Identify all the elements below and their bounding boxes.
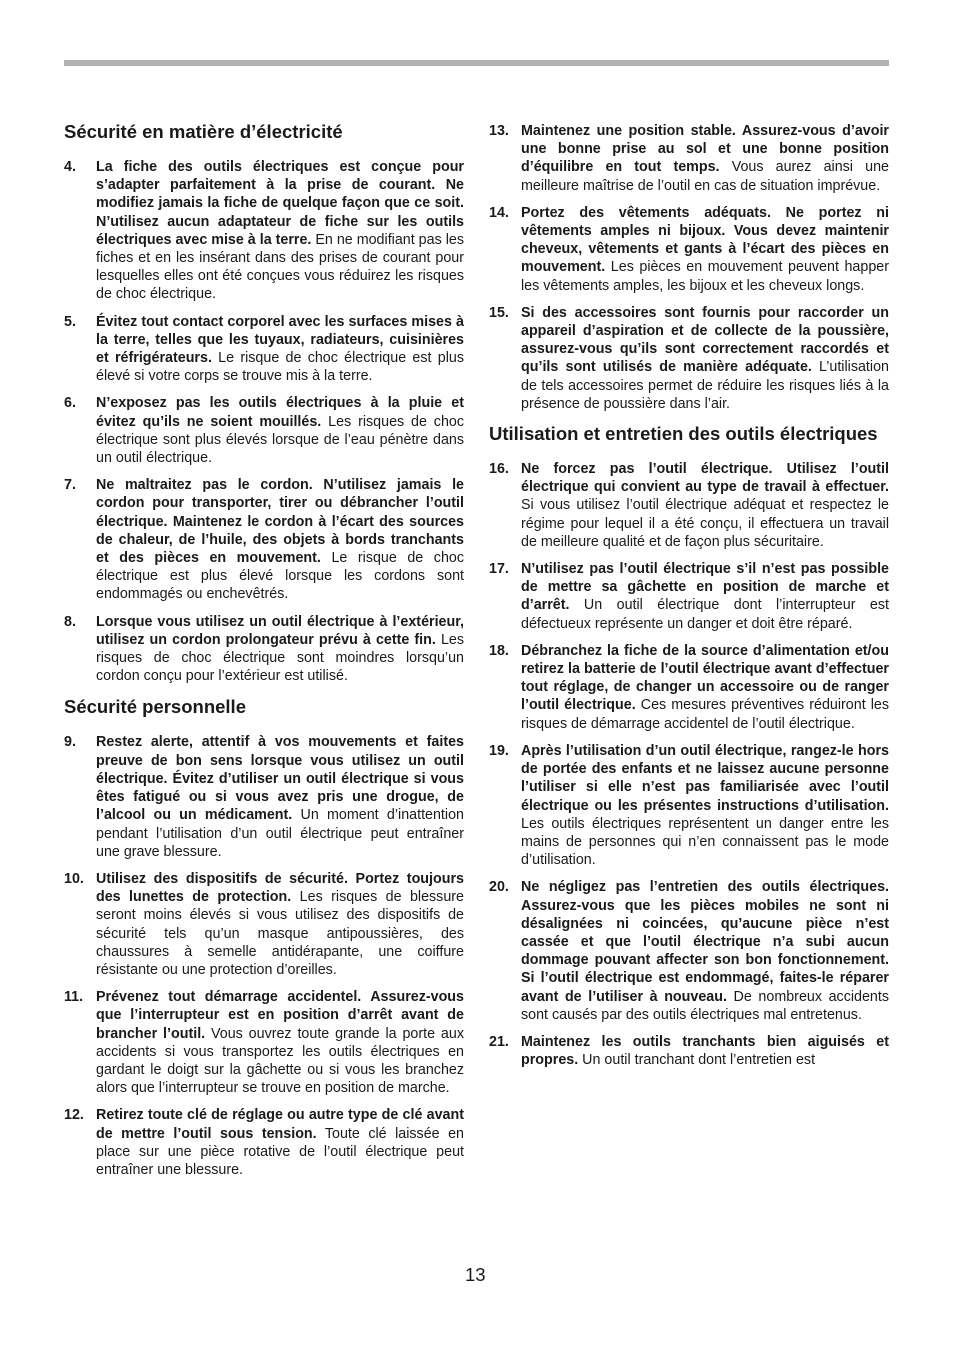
item-number: 14. (489, 204, 509, 221)
item-bold-text: Débranchez la fiche de la source d’alimentation et/ou retirez la batterie de l’outil électrique avant d’effectuer tout réglage, de changer un accessoire ou de ranger l’outil électrique. (521, 642, 889, 714)
list-tool-use-care (489, 460, 889, 1069)
item-text (96, 733, 464, 860)
item-number: 20. (489, 879, 509, 896)
list-item (489, 204, 889, 295)
list-item (64, 988, 464, 1097)
item-normal-text: L’utilisation de tels accessoires permet de réduire les risques liés à la présence de poussière dans l’air. (521, 359, 889, 412)
item-bold-text: N’exposez pas les outils électriques à la pluie et évitez qu’ils ne soient mouillés. (96, 395, 464, 430)
item-text (521, 642, 889, 733)
item-normal-text: Les risques de choc électrique sont moindres lorsqu’un cordon conçu pour l’extérieur est utilisé. (96, 631, 464, 685)
item-normal-text: Si vous utilisez l’outil électrique adéquat et respectez le régime pour lequel il a été conçu, il effectuera un travail de meilleure qualité et de façon plus sécuritaire. (521, 497, 889, 550)
section-title-electrical-safety: Sécurité en matière d’électricité (64, 121, 343, 142)
item-normal-text: Le risque de choc électrique est plus élevé si votre corps se trouve mis à la terre. (96, 350, 464, 385)
list-item (489, 742, 889, 869)
item-normal-text: De nombreux accidents sont causés par des outils électriques mal entretenus. (521, 988, 889, 1023)
list-item (64, 733, 464, 860)
item-bold-text: Ne forcez pas l’outil électrique. Utilisez l’outil électrique qui convient au type de travail à effectuer. (521, 461, 889, 496)
item-text (521, 460, 889, 551)
item-bold-text: Portez des vêtements adéquats. Ne portez ni vêtements amples ni bijoux. Vous devez maintenir cheveux, vêtements et gants à l’écart des pièces en mouvement. (521, 204, 889, 276)
item-text (521, 878, 889, 1024)
item-normal-text: Un outil tranchant dont l’entretien est (578, 1052, 816, 1069)
list-item (64, 1106, 464, 1179)
list-item (64, 158, 464, 304)
item-bold-text: Utilisez des dispositifs de sécurité. Portez toujours des lunettes de protection. (96, 870, 464, 906)
list-item (489, 878, 889, 1024)
list-item (64, 613, 464, 686)
item-number: 11. (64, 989, 84, 1006)
list-item (489, 642, 889, 733)
item-text (96, 313, 464, 386)
item-normal-text: Les risques de blessure seront moins élevés si vous utilisez des dispositifs de sécurité tels qu’un masque antipoussières, des chaussures à semelle antidérapante, une coiffure résistante ou une protection d’oreilles. (96, 889, 464, 978)
item-normal-text: Les outils électriques représentent un danger entre les mains de personnes qui n’en connaissent pas le mode d’utilisation. (521, 815, 889, 869)
item-text (521, 122, 889, 195)
item-text (521, 560, 889, 633)
item-number: 10. (64, 870, 84, 887)
item-bold-text: Ne négligez pas l’entretien des outils électriques. Assurez-vous que les pièces mobiles ne sont ni désalignées ni coincées, qu’aucune pièce n’est cassée et que l’outil électrique n’a subi aucun dommage pouvant affecter son bon fonctionnement. Si l’outil électrique est endommagé, faites-le réparer avant de l’utiliser à nouveau. (521, 879, 889, 1005)
page-number: 13 (465, 1264, 486, 1285)
section-title-personal-safety: Sécurité personnelle (64, 696, 246, 718)
item-normal-text: Un outil électrique dont l’interrupteur est défectueux représente un danger et doit être réparé. (521, 597, 889, 632)
item-bold-text: Prévenez tout démarrage accidentel. Assurez-vous que l’interrupteur est en position d’arrêt avant de brancher l’outil. (96, 989, 464, 1042)
list-item (489, 304, 889, 413)
right-column (489, 122, 889, 1078)
left-column (64, 120, 464, 1188)
item-bold-text: Si des accessoires sont fournis pour raccorder un appareil d’aspiration et de collecte de la poussière, assurez-vous qu’ils sont correctement raccordés et qu’ils sont utilisés de manière adéquate. (521, 304, 889, 376)
item-number: 19. (489, 742, 509, 759)
item-number: 9. (64, 734, 76, 751)
item-normal-text: Vous ouvrez toute grande la porte aux accidents si vous transportez les outils électriques en gardant le doigt sur la gâchette ou si vous les branchez alors que l’interrupteur se trouve en position de marche. (96, 1025, 464, 1097)
list-personal-safety (64, 733, 464, 1179)
item-text (521, 1033, 889, 1069)
item-text (96, 613, 464, 686)
item-bold-text: Maintenez les outils tranchants bien aiguisés et propres. (521, 1033, 889, 1069)
list-electrical-safety (64, 158, 464, 685)
item-number: 16. (489, 461, 509, 478)
item-text (521, 204, 889, 295)
item-normal-text: En ne modifiant pas les fiches et en les insérant dans des prises de courant pour lesquelles elles ont été conçues vous réduirez les risques de choc électrique. (96, 231, 464, 303)
list-personal-safety-cont (489, 122, 889, 413)
item-number: 17. (489, 561, 509, 578)
item-text (521, 742, 889, 869)
list-item (489, 1033, 889, 1069)
item-text (96, 394, 464, 467)
item-number: 18. (489, 642, 509, 659)
list-item (64, 313, 464, 386)
list-item (489, 460, 889, 551)
item-number: 15. (489, 304, 509, 321)
item-number: 6. (64, 395, 76, 412)
item-text (96, 988, 464, 1097)
list-item (64, 476, 464, 603)
item-normal-text: Les pièces en mouvement peuvent happer les vêtements amples, les bijoux et les cheveux longs. (521, 259, 889, 294)
top-rule (64, 60, 889, 66)
item-text (96, 870, 464, 979)
list-item (64, 870, 464, 979)
item-normal-text: Un moment d’inattention pendant l’utilisation d’un outil électrique peut entraîner une grave blessure. (96, 807, 464, 860)
item-number: 13. (489, 123, 509, 139)
section-title-tool-use-care: Utilisation et entretien des outils électriques (489, 423, 878, 445)
item-bold-text: La fiche des outils électriques est conçue pour s’adapter parfaitement à la prise de courant. Ne modifiez jamais la fiche de quelque façon que ce soit. N’utilisez aucun adaptateur de fiche sur les outils électriques avec mise à la terre. (96, 159, 464, 248)
item-number: 12. (64, 1107, 84, 1124)
item-normal-text: Ces mesures préventives réduiront les risques de démarrage accidentel de l’outil électrique. (521, 697, 889, 732)
item-text (96, 476, 464, 603)
item-bold-text: N’utilisez pas l’outil électrique s’il n’est pas possible de mettre sa gâchette en position de marche et d’arrêt. (521, 561, 889, 614)
item-text (521, 304, 889, 413)
item-text (96, 158, 464, 304)
item-normal-text: Le risque de choc électrique est plus élevé lorsque les cordons sont endommagés ou enchevêtrés. (96, 550, 464, 603)
item-normal-text: Toute clé laissée en place sur une pièce rotative de l’outil électrique peut entraîner une blessure. (96, 1125, 464, 1178)
item-number: 5. (64, 313, 76, 330)
item-number: 4. (64, 159, 76, 175)
item-bold-text: Maintenez une position stable. Assurez-vous d’avoir une bonne prise au sol et une bonne position d’équilibre en tout temps. (521, 123, 889, 176)
item-number: 21. (489, 1033, 509, 1050)
item-normal-text: Vous aurez ainsi une meilleure maîtrise de l’outil en cas de situation imprévue. (521, 159, 889, 194)
item-number: 7. (64, 477, 76, 494)
list-item (489, 560, 889, 633)
list-item (64, 394, 464, 467)
item-bold-text: Après l’utilisation d’un outil électrique, rangez-le hors de portée des enfants et ne laissez aucune personne l’utiliser si elle n’est pas familiarisée avec l’outil électrique ou les présentes instructions d’utilisation. (521, 742, 889, 814)
item-bold-text: Évitez tout contact corporel avec les surfaces mises à la terre, telles que les tuyaux, radiateurs, cuisinières et réfrigérateurs. (96, 313, 464, 367)
item-bold-text: Retirez toute clé de réglage ou autre type de clé avant de mettre l’outil sous tension. (96, 1107, 464, 1142)
item-text (96, 1106, 464, 1179)
item-number: 8. (64, 613, 76, 630)
item-normal-text: Les risques de choc électrique sont plus élevés lorsque de l’eau pénètre dans un outil électrique. (96, 413, 464, 467)
list-item (489, 122, 889, 195)
item-bold-text: Lorsque vous utilisez un outil électrique à l’extérieur, utilisez un cordon prolongateur prévu à cette fin. (96, 613, 464, 648)
item-bold-text: Restez alerte, attentif à vos mouvements et faites preuve de bon sens lorsque vous utilisez un outil électrique. Évitez d’utiliser un outil électrique si vous êtes fatigué ou si vous avez pris une drogue, de l’alcool ou un médicament. (96, 734, 464, 824)
item-bold-text: Ne maltraitez pas le cordon. N’utilisez jamais le cordon pour transporter, tirer ou débrancher l’outil électrique. Maintenez le cordon à l’écart des sources de chaleur, de l’huile, des objets à bords tranchants et des pièces en mouvement. (96, 477, 464, 567)
